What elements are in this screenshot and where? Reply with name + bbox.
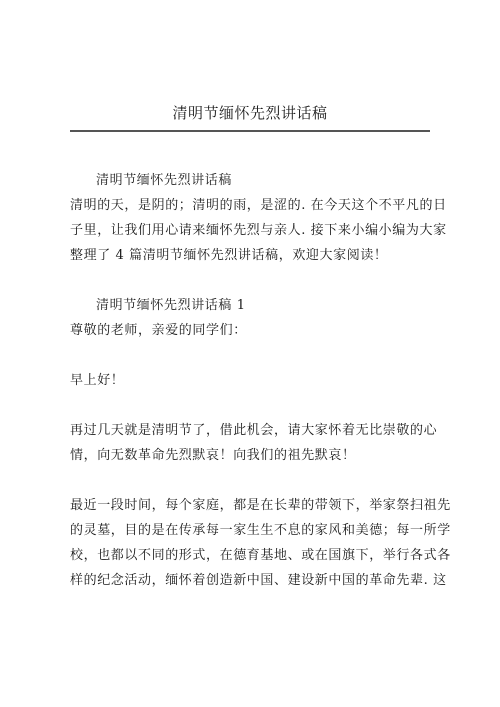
paragraph-line: 最近一段时间，每个家庭，都是在长辈的带领下，举家祭扫祖先 <box>70 498 451 513</box>
page-title: 清明节缅怀先烈讲话稿 <box>172 104 328 122</box>
spacer <box>70 268 432 293</box>
paragraph-line: 再过几天就是清明节了，借此机会，请大家怀着无比崇敬的心 <box>70 423 438 438</box>
spacer <box>70 393 432 418</box>
section-heading: 清明节缅怀先烈讲话稿 1 <box>96 298 246 313</box>
greeting: 早上好！ <box>70 373 125 388</box>
paragraph-line: 校，也都以不同的形式，在德育基地、或在国旗下，举行各式各 <box>70 548 451 563</box>
paragraph-line: 情，向无数革命先烈默哀！向我们的祖先默哀！ <box>70 448 356 463</box>
spacer <box>70 468 432 493</box>
paragraph-line: 子里，让我们用心请来缅怀先烈与亲人. 接下来小编小编为大家 <box>70 223 447 238</box>
paragraph-line: 样的纪念活动，缅怀着创造新中国、建设新中国的革命先辈. 这 <box>70 573 447 588</box>
document-body <box>70 168 451 593</box>
salutation: 尊敬的老师，亲爱的同学们： <box>70 323 247 338</box>
title-divider <box>70 130 430 132</box>
paragraph-line: 的灵墓，目的是在传承每一家生生不息的家风和美德；每一所学 <box>70 523 451 538</box>
intro-heading: 清明节缅怀先烈讲话稿 <box>96 173 233 188</box>
paragraph-line: 整理了 4 篇清明节缅怀先烈讲话稿，欢迎大家阅读！ <box>70 248 388 263</box>
spacer <box>70 343 432 368</box>
paragraph-line: 清明的天，是阴的；清明的雨，是涩的. 在今天这个不平凡的日 <box>70 198 447 213</box>
